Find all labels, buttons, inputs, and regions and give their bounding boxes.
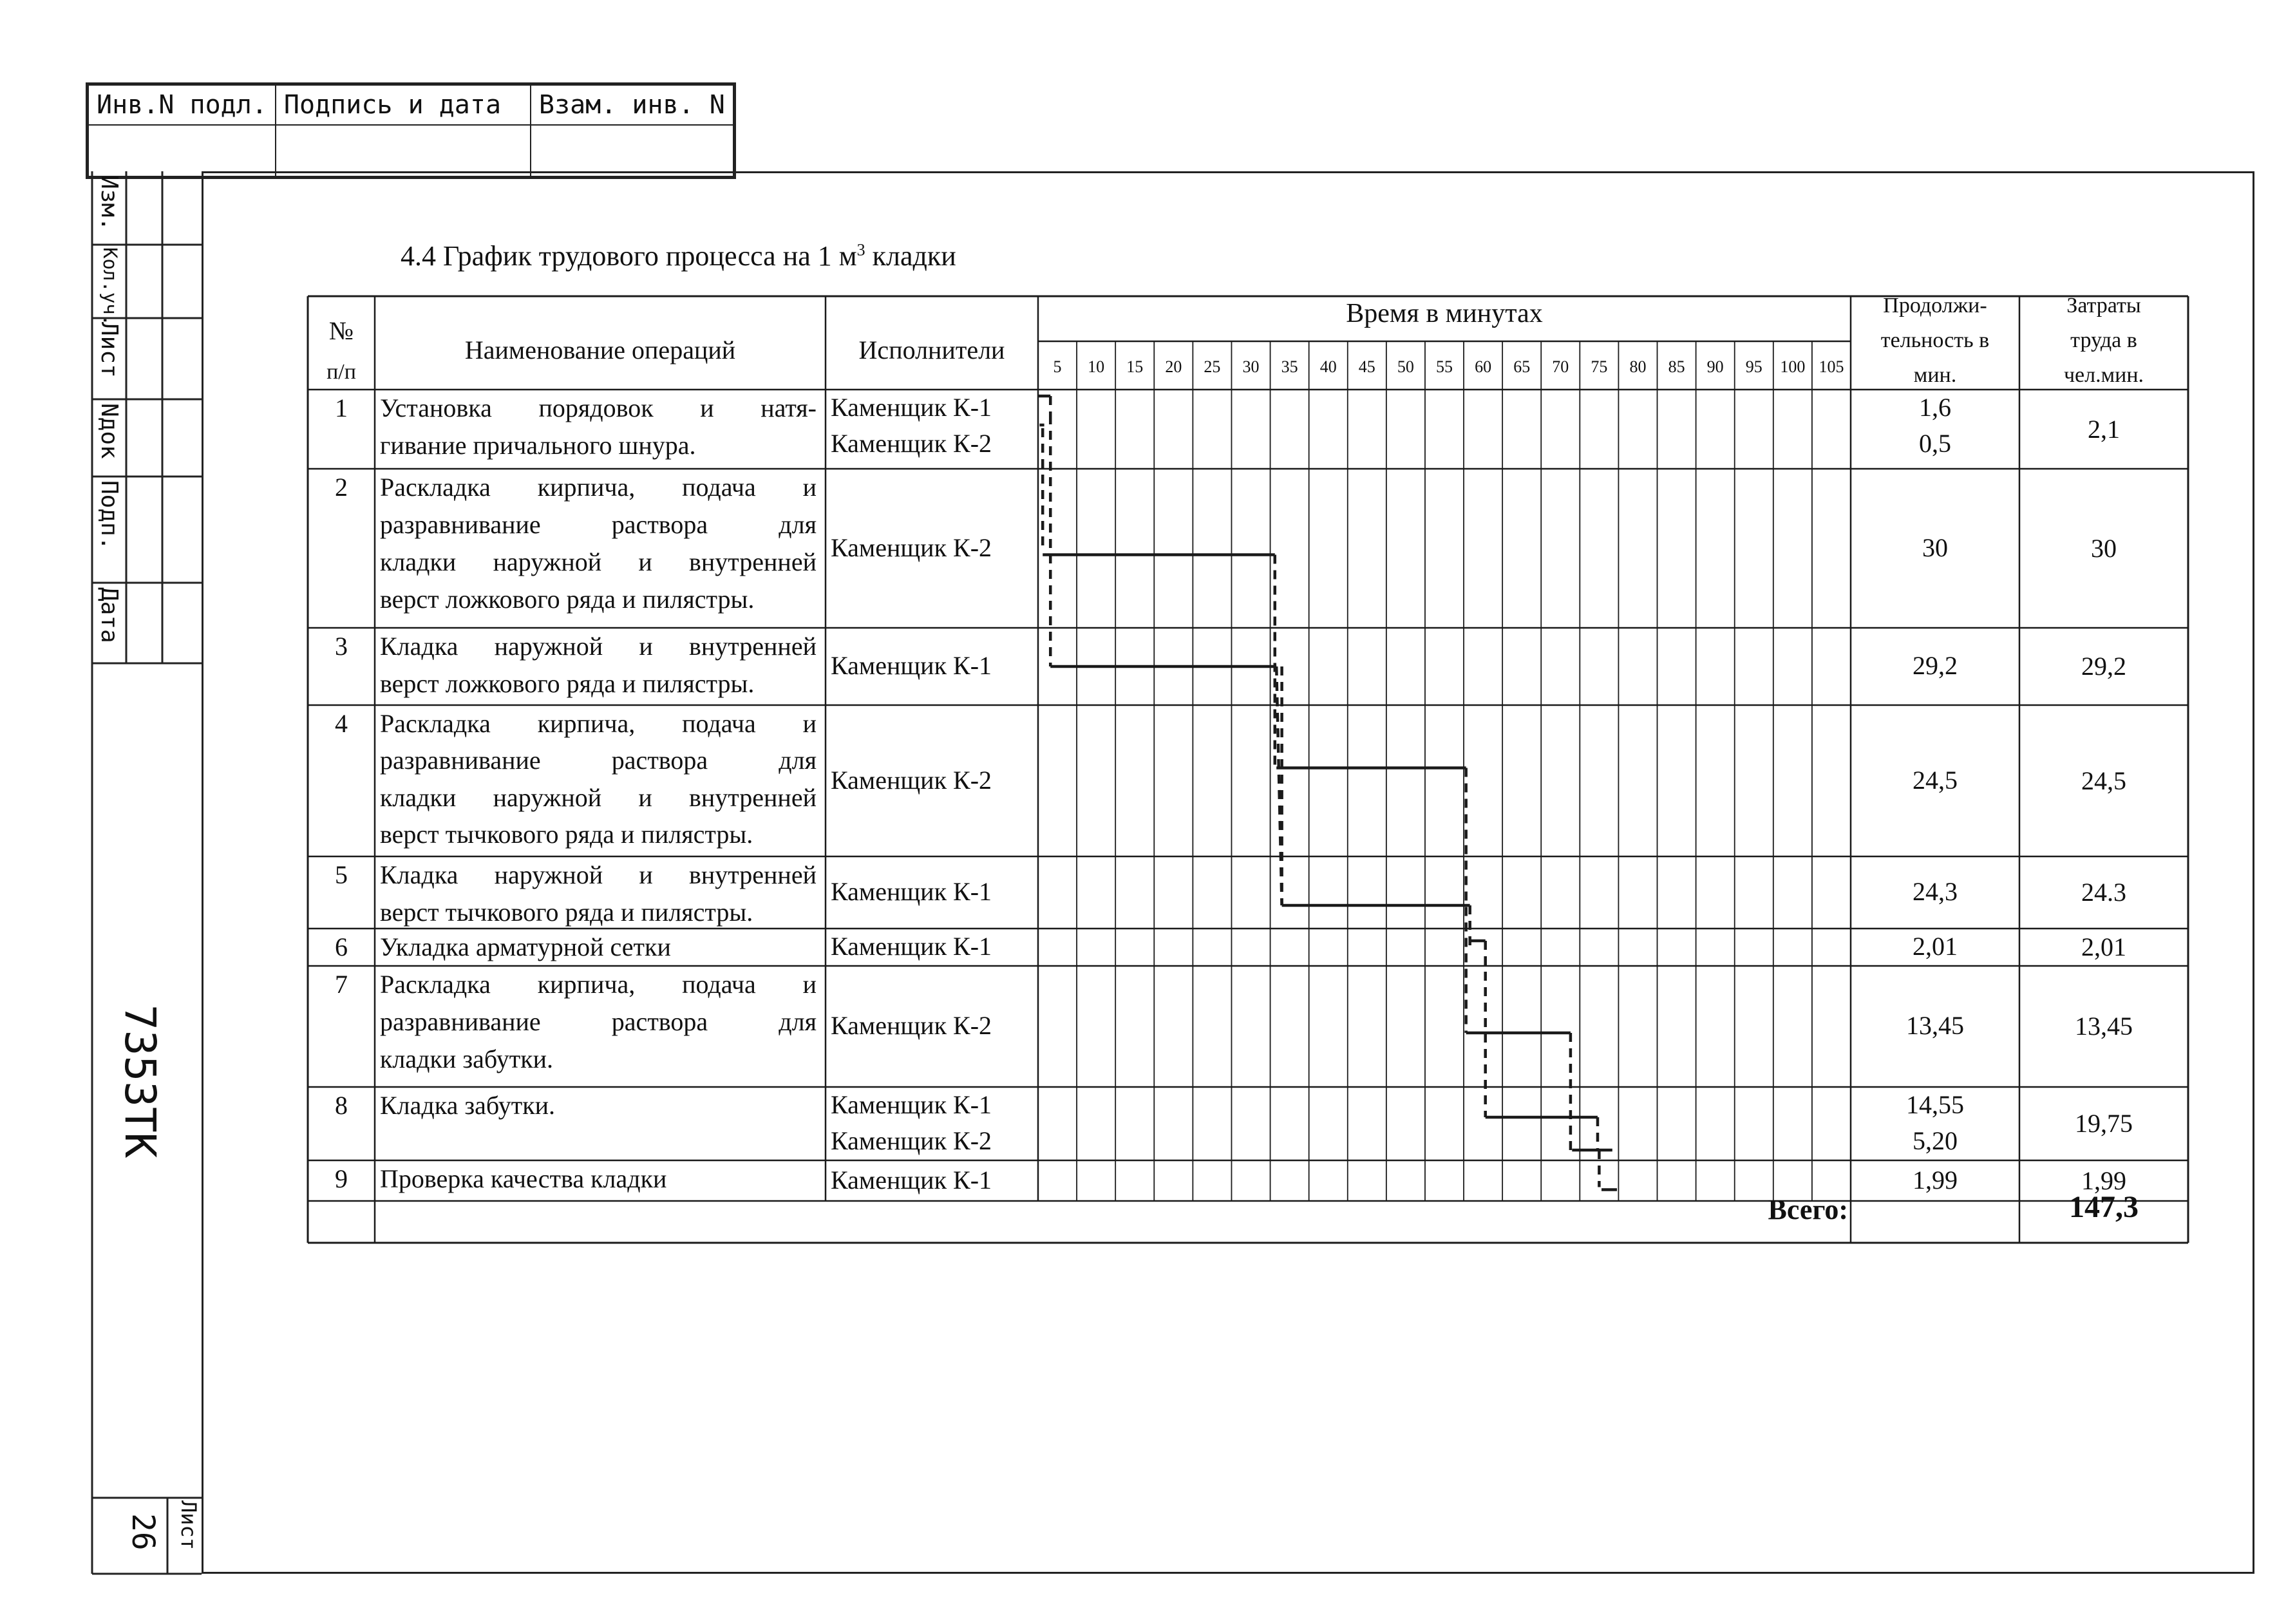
duration-value: 14,55 [1906,1090,1964,1119]
worker-name: Каменщик К-2 [831,429,992,458]
worker-name: Каменщик К-2 [831,1011,992,1040]
operation-line: Укладка арматурной сетки [380,932,671,961]
operation-line: Кладка наружной и внутренней [380,860,817,889]
header-labor-3: чел.мин. [2063,363,2144,387]
time-tick-15: 15 [1126,357,1144,376]
row-number: 5 [335,860,348,889]
duration-value: 1,6 [1919,393,1951,422]
duration-value: 13,45 [1906,1011,1964,1040]
header-duration-2: тельность в [1880,328,1990,352]
worker-name: Каменщик К-1 [831,932,992,961]
operation-line: Раскладка кирпича, подача и [380,473,817,502]
duration-value: 5,20 [1913,1126,1958,1155]
time-tick-55: 55 [1435,357,1453,376]
stamp-replace-header: Взам. инв. N [531,85,733,125]
row-number: 2 [335,473,348,502]
time-tick-95: 95 [1745,357,1762,376]
duration-value: 24,5 [1913,765,1958,795]
operation-line: Кладка забутки. [380,1091,556,1120]
labor-value: 2,1 [2088,414,2120,444]
stamp-sign-header: Подпись и дата [276,85,531,125]
operation-line: Установка порядовок и натя- [380,393,817,422]
header-duration-3: мин. [1913,363,1957,387]
time-tick-100: 100 [1780,357,1806,376]
operation-line: Проверка качества кладки [380,1164,667,1193]
worker-name: Каменщик К-2 [831,1126,992,1155]
header-time: Время в минутах [1346,299,1543,328]
operation-line: верст ложкового ряда и пилястры. [380,669,755,698]
labor-value: 19,75 [2075,1109,2133,1138]
duration-value: 0,5 [1919,429,1951,458]
duration-value: 24,3 [1913,877,1958,906]
operation-line: Раскладка кирпича, подача и [380,709,817,738]
operation-line: Кладка наружной и внутренней [380,632,817,661]
labor-value: 24,5 [2081,766,2126,795]
total-value: 147,3 [2069,1190,2139,1224]
row-number: 7 [335,970,348,999]
page-title: 4.4 График трудового процесса на 1 $м^3$ кладки [401,240,956,272]
time-tick-10: 10 [1088,357,1105,376]
time-tick-80: 80 [1629,357,1647,376]
header-duration-1: Продолжи- [1883,294,1987,317]
labor-value: 24.3 [2081,878,2126,907]
row-number: 6 [335,932,348,961]
operation-line: Раскладка кирпича, подача и [380,970,817,999]
worker-name: Каменщик К-1 [831,651,992,680]
worker-name: Каменщик К-2 [831,533,992,562]
labor-value: 2,01 [2081,932,2126,961]
side-label-data: Дата [96,587,122,643]
duration-value: 1,99 [1913,1165,1958,1194]
operation-line: разравнивание раствора для [380,1007,817,1036]
duration-value: 30 [1922,533,1948,562]
row-number: 1 [335,393,348,422]
header-num-line1: № [328,316,354,345]
operation-line: гивание причального шнура. [380,431,696,460]
operation-line: кладки наружной и внутренней [380,547,817,576]
duration-value: 2,01 [1913,932,1958,961]
header-workers: Исполнители [858,335,1005,364]
operation-line: разравнивание раствора для [380,510,817,539]
time-tick-105: 105 [1819,357,1844,376]
sheet-number: 26 [125,1513,161,1551]
side-label-izm: Изм. [96,175,122,231]
time-tick-30: 30 [1242,357,1260,376]
total-label: Всего: [1768,1194,1848,1225]
header-labor-2: труда в [2070,328,2137,352]
stamp-inv-header: Инв.N подл. [88,85,276,125]
duration-value: 29,2 [1913,651,1958,680]
header-operation: Наименование операций [464,335,736,364]
time-tick-65: 65 [1513,357,1531,376]
header-labor-1: Затраты [2066,294,2141,317]
labor-value: 13,45 [2075,1012,2133,1041]
operation-line: кладки забутки. [380,1044,554,1073]
worker-name: Каменщик К-1 [831,1165,992,1194]
side-label-podp: Подп. [96,480,122,551]
time-tick-20: 20 [1165,357,1182,376]
operation-line: верст ложкового ряда и пилястры. [380,585,755,614]
operation-line: верст тычкового ряда и пилястры. [380,819,753,849]
time-tick-75: 75 [1591,357,1608,376]
time-tick-60: 60 [1475,357,1492,376]
time-tick-25: 25 [1204,357,1221,376]
labor-value: 30 [2091,533,2117,563]
time-tick-5: 5 [1053,357,1062,376]
sheet-label: Лист [176,1500,201,1551]
labor-value: 1,99 [2081,1166,2126,1195]
operation-line: разравнивание раствора для [380,746,817,775]
operation-line: кладки наружной и внутренней [380,782,817,812]
worker-name: Каменщик К-2 [831,765,992,795]
time-tick-45: 45 [1358,357,1375,376]
row-number: 4 [335,709,348,738]
side-label-kolvo: Кол.уч. [99,247,121,326]
time-tick-90: 90 [1706,357,1724,376]
side-label-list: Лист [96,322,122,378]
worker-name: Каменщик К-1 [831,877,992,906]
operation-line: верст тычкового ряда и пилястры. [380,898,753,927]
row-number: 8 [335,1091,348,1120]
time-tick-50: 50 [1397,357,1414,376]
labor-value: 29,2 [2081,652,2126,681]
worker-name: Каменщик К-1 [831,393,992,422]
time-tick-35: 35 [1281,357,1298,376]
row-number: 9 [335,1164,348,1193]
header-num-line2: п/п [326,360,356,384]
worker-name: Каменщик К-1 [831,1090,992,1119]
row-number: 3 [335,632,348,661]
document-code: 7353ТК [115,1005,165,1158]
side-label-ndok: Nдок [96,403,122,459]
time-tick-85: 85 [1668,357,1685,376]
time-tick-70: 70 [1552,357,1569,376]
time-tick-40: 40 [1319,357,1337,376]
